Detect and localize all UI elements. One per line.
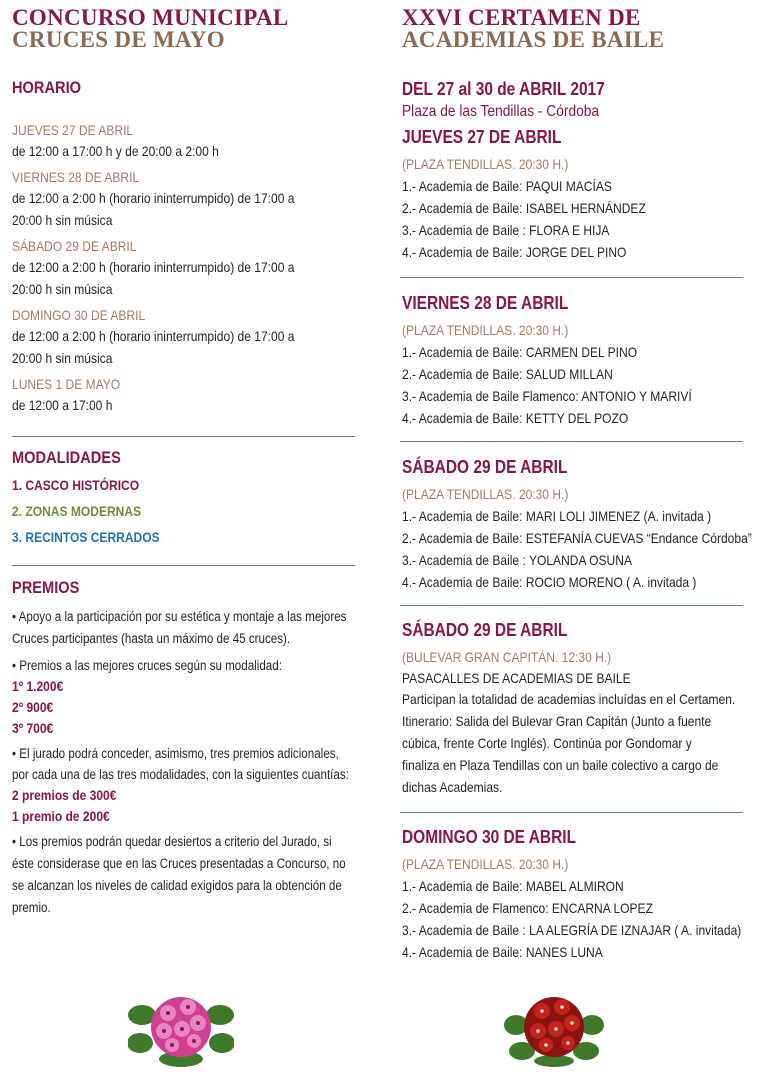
block-item: 2.- Academia de Baile: ESTEFANÍA CUEVAS “Endance Córdoba” <box>402 530 752 546</box>
block-item: 1.- Academia de Baile: CARMEN DEL PINO <box>402 344 638 360</box>
prize-amount: 1º 1.200€ <box>12 678 64 694</box>
block-day: VIERNES 28 DE ABRIL <box>402 293 569 313</box>
block-day: DOMINGO 30 DE ABRIL <box>402 827 577 847</box>
block-item: 4.- Academia de Baile: KETTY DEL POZO <box>402 410 629 426</box>
block-viernes <box>402 291 739 429</box>
block-item: dichas Academias. <box>402 779 503 795</box>
block-item: 4.- Academia de Baile: JORGE DEL PINO <box>402 244 627 260</box>
block-item: 4.- Academia de Baile: ROCIO MORENO ( A. invitada ) <box>402 574 697 590</box>
extra-prize: 2 premios de 300€ <box>12 787 117 803</box>
horario-day: SÁBADO 29 DE ABRIL <box>12 238 137 254</box>
horario-list <box>12 120 340 416</box>
block-sabado <box>402 455 777 593</box>
premios-paragraph: • El jurado podrá conceder, asimismo, tres premios adicionales, por cada una de las tres modalidades, con la siguientes cuantías: <box>12 746 349 782</box>
horario-line: de 12:00 a 17:00 h <box>12 397 113 413</box>
horario-line: de 12:00 a 2:00 h (horario ininterrumpido) de 17:00 a <box>12 259 295 275</box>
certamen-place: Plaza de las Tendillas - Córdoba <box>402 103 600 120</box>
horario-line: 20:00 h sin música <box>12 350 113 366</box>
prize-amount: 3º 700€ <box>12 720 54 736</box>
block-item: 4.- Academia de Baile: NANES LUNA <box>402 944 603 960</box>
divider <box>400 812 743 813</box>
horario-day: LUNES 1 DE MAYO <box>12 376 121 392</box>
modalidad-item: 1. CASCO HISTÓRICO <box>12 477 140 493</box>
horario-day: DOMINGO 30 DE ABRIL <box>12 307 146 323</box>
block-item: Itinerario: Salida del Bulevar Gran Capitán (Junto a fuente <box>402 713 712 729</box>
block-location: (PLAZA TENDILLAS. 20:30 H.) <box>402 856 569 872</box>
block-item: 2.- Academia de Flamenco: ENCARNA LOPEZ <box>402 900 653 916</box>
certamen-title-line2: ACADEMIAS DE BAILE <box>402 27 665 52</box>
horario-line: 20:00 h sin música <box>12 281 113 297</box>
horario-line: de 12:00 a 2:00 h (horario ininterrumpido) de 17:00 a <box>12 190 295 206</box>
horario-section <box>12 78 92 98</box>
horario-day: VIERNES 28 DE ABRIL <box>12 169 140 185</box>
certamen-title-line1: XXVI CERTAMEN DE <box>402 5 641 30</box>
block-item: 3.- Academia de Baile : LA ALEGRÍA DE IZNAJAR ( A. invitada) <box>402 922 742 938</box>
divider <box>400 441 743 442</box>
cruces-title-line2: CRUCES DE MAYO <box>12 27 225 52</box>
block-item: 1.- Academia de Baile: PAQUI MACÍAS <box>402 178 612 194</box>
block-item: 1.- Academia de Baile: MABEL ALMIRON <box>402 878 624 894</box>
certamen-dates: DEL 27 al 30 de ABRIL 2017 <box>402 79 605 99</box>
block-subtitle: PASACALLES DE ACADEMIAS DE BAILE <box>402 670 631 686</box>
premios-heading: PREMIOS <box>12 578 80 597</box>
block-location: (BULEVAR GRAN CAPITÁN. 12:30 H.) <box>402 649 612 665</box>
horario-line: 20:00 h sin música <box>12 212 113 228</box>
divider <box>12 436 355 437</box>
prize-amount: 2º 900€ <box>12 699 54 715</box>
right-column <box>402 0 752 960</box>
block-pasacalles <box>402 618 777 798</box>
block-item: 3.- Academia de Baile Flamenco: ANTONIO Y MARIVÍ <box>402 388 692 404</box>
cruces-title <box>12 0 357 51</box>
divider <box>400 605 743 606</box>
block-location: (PLAZA TENDILLAS. 20:30 H.) <box>402 486 569 502</box>
horario-day: JUEVES 27 DE ABRIL <box>12 122 134 138</box>
block-location: (PLAZA TENDILLAS. 20:30 H.) <box>402 322 569 338</box>
modalidades-heading: MODALIDADES <box>12 448 121 467</box>
extra-prize: 1 premio de 200€ <box>12 808 110 824</box>
block-item: 2.- Academia de Baile: ISABEL HERNÁNDEZ <box>402 200 646 216</box>
left-column <box>12 0 357 915</box>
horario-line: de 12:00 a 2:00 h (horario ininterrumpido) de 17:00 a <box>12 328 295 344</box>
block-location: (PLAZA TENDILLAS. 20:30 H.) <box>402 156 569 172</box>
block-domingo <box>402 825 777 963</box>
horario-heading: HORARIO <box>12 78 82 97</box>
certamen-title <box>402 0 747 51</box>
red-geranium-icon <box>504 985 604 1067</box>
premios-paragraph: • Apoyo a la participación por su estética y montaje a las mejores Cruces participantes (hasta un máximo de 45 cruces). <box>12 609 347 646</box>
certamen-header <box>402 77 686 263</box>
divider <box>12 565 355 566</box>
block-day: SÁBADO 29 DE ABRIL <box>402 620 568 640</box>
pink-geranium-icon <box>128 985 234 1067</box>
horario-line: de 12:00 a 17:00 h y de 20:00 a 2:00 h <box>12 143 219 159</box>
cruces-title-line1: CONCURSO MUNICIPAL <box>12 5 289 30</box>
block-item: 2.- Academia de Baile: SALUD MILLAN <box>402 366 613 382</box>
block-item: finaliza en Plaza Tendillas con un baile colectivo a cargo de <box>402 757 719 773</box>
block-day: JUEVES 27 DE ABRIL <box>402 127 562 147</box>
block-item: 3.- Academia de Baile : YOLANDA OSUNA <box>402 552 632 568</box>
modalidad-item: 3. RECINTOS CERRADOS <box>12 529 160 545</box>
premios-paragraph: • Los premios podrán quedar desiertos a criterio del Jurado, si éste considerase que en las Cruces presentadas a Concurso, no se alcanzan los niveles de calidad exigidos para la obtención de premio. <box>12 834 346 915</box>
block-item: cúbica, frente Corte Inglés). Continúa por Gondomar y <box>402 735 692 751</box>
block-item: 1.- Academia de Baile: MARI LOLI JIMENEZ (A. invitada ) <box>402 508 712 524</box>
premios-paragraph: • Premios a las mejores cruces según su modalidad: <box>12 658 282 673</box>
modalidad-item: 2. ZONAS MODERNAS <box>12 503 142 519</box>
modalidades-section <box>12 448 184 550</box>
premios-section <box>12 578 355 919</box>
block-day: SÁBADO 29 DE ABRIL <box>402 457 568 477</box>
divider <box>400 277 743 278</box>
block-item: Participan la totalidad de academias incluídas en el Certamen. <box>402 691 736 707</box>
block-item: 3.- Academia de Baile : FLORA E HIJA <box>402 222 610 238</box>
